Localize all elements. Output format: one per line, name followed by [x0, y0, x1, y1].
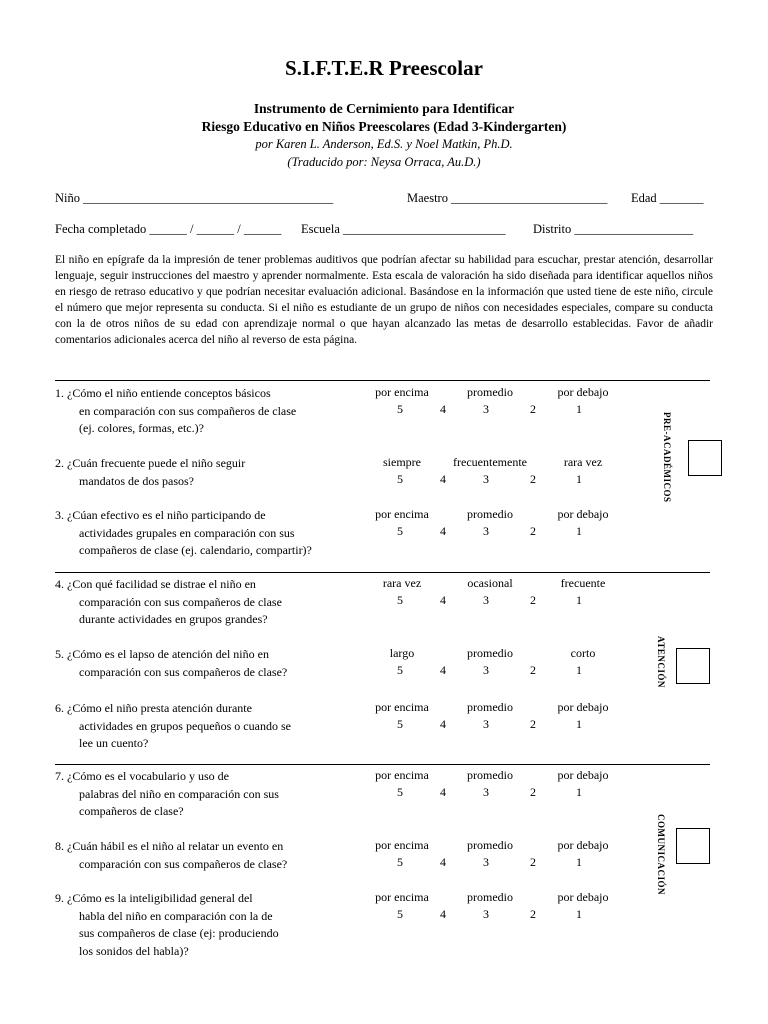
question-text: [55, 700, 365, 753]
rating-option[interactable]: 1: [576, 402, 582, 416]
question-line: 6. ¿Cómo el niño presta atención durante: [55, 701, 252, 715]
rating-label: por encima: [375, 768, 429, 782]
question-line: sus compañeros de clase (ej: produciendo: [79, 926, 279, 940]
rating-label: promedio: [467, 385, 513, 399]
rating-option[interactable]: 1: [576, 907, 582, 921]
rating-option[interactable]: 4: [440, 472, 446, 486]
rating-option[interactable]: 4: [440, 907, 446, 921]
score-box[interactable]: [676, 828, 710, 864]
score-box[interactable]: [676, 648, 710, 684]
rating-option[interactable]: 2: [530, 717, 536, 731]
rating-option[interactable]: 5: [397, 524, 403, 538]
rating-label: promedio: [467, 838, 513, 852]
rating-option[interactable]: 1: [576, 593, 582, 607]
question-text: [55, 455, 365, 490]
rating-option[interactable]: 4: [440, 402, 446, 416]
question-line: los sonidos del habla)?: [79, 943, 189, 958]
question-line: habla del niño en comparación con la de: [79, 908, 273, 923]
rating-label: largo: [389, 646, 415, 660]
rating-option[interactable]: 2: [530, 593, 536, 607]
rating-label: por encima: [375, 507, 429, 521]
rating-label: ocasional: [467, 576, 513, 590]
edad-field[interactable]: Edad _______: [631, 191, 704, 205]
question-line: (ej. colores, formas, etc.)?: [79, 421, 204, 435]
question-text: [55, 646, 365, 681]
section-label: PRE-ACADÉMICOS: [662, 412, 672, 503]
question-line: lee un cuento?: [79, 736, 149, 750]
question-text: [55, 890, 365, 960]
question-text: [55, 385, 365, 438]
rating-option[interactable]: 5: [397, 717, 403, 731]
section-divider: [55, 572, 710, 573]
rating-label: frecuente: [560, 576, 606, 590]
distrito-field[interactable]: Distrito ___________________: [533, 222, 694, 236]
rating-label: promedio: [467, 700, 513, 714]
question-line: 7. ¿Cómo es el vocabulario y uso de: [55, 769, 229, 783]
authors: por Karen L. Anderson, Ed.S. y Noel Matkin, Ph.D.: [255, 137, 513, 151]
score-box[interactable]: [688, 440, 722, 476]
rating-option[interactable]: 5: [397, 785, 403, 799]
section-divider: [55, 380, 710, 381]
rating-option[interactable]: 1: [576, 663, 582, 677]
rating-option[interactable]: 2: [530, 402, 536, 416]
question-line: palabras del niño en comparación con sus: [79, 786, 279, 801]
rating-option[interactable]: 3: [483, 663, 489, 677]
rating-label: por debajo: [557, 838, 609, 852]
rating-label: promedio: [467, 507, 513, 521]
intro-paragraph: El niño en epígrafe da la impresión de tener problemas auditivos que podrían afectar su habilidad para escuchar, prestar atención, desarrollar lenguaje, seguir instrucciones del maestro y aprender normalmente. Esta escala de valoración ha sido diseñada para identificar aquellos niños en riesgo de retraso educativo y que podrían necesitar evaluación adicional. Basándose en la información que usted tiene de este niño, circule el número que mejor representa su conducta. Si el niño es estudiante de un grupo de niños con necesidades especiales, compare su conducta con la de otros niños de su edad con aprendizaje normal o que hayan alcanzado las metas de desarrollo establecidas. Favor de añadir comentarios adicionales acerca del niño al reverso de esta página.: [55, 254, 713, 346]
rating-label: por debajo: [557, 700, 609, 714]
question-line: actividades grupales en comparación con sus: [79, 525, 295, 540]
question-text: [55, 838, 365, 873]
question-line: durante actividades en grupos grandes?: [79, 612, 268, 626]
section-divider: [55, 764, 710, 765]
rating-option[interactable]: 5: [397, 593, 403, 607]
rating-option[interactable]: 1: [576, 717, 582, 731]
rating-option[interactable]: 5: [397, 472, 403, 486]
rating-option[interactable]: 3: [483, 472, 489, 486]
rating-label: por encima: [375, 838, 429, 852]
rating-label: por encima: [375, 385, 429, 399]
rating-option[interactable]: 1: [576, 472, 582, 486]
rating-option[interactable]: 4: [440, 785, 446, 799]
question-line: comparación con sus compañeros de clase?: [79, 856, 288, 871]
rating-label: por debajo: [557, 385, 609, 399]
question-line: 2. ¿Cuán frecuente puede el niño seguir: [55, 456, 246, 470]
rating-option[interactable]: 2: [530, 524, 536, 538]
rating-label: frecuentemente: [453, 455, 527, 469]
rating-option[interactable]: 4: [440, 663, 446, 677]
subtitle-line-2: Riesgo Educativo en Niños Preescolares (Edad 3-Kindergarten): [201, 119, 567, 134]
rating-option[interactable]: 3: [483, 855, 489, 869]
question-line: 1. ¿Cómo el niño entiende conceptos básicos: [55, 386, 271, 400]
question-line: 4. ¿Con qué facilidad se distrae el niño en: [55, 577, 256, 591]
rating-label: rara vez: [382, 576, 422, 590]
rating-option[interactable]: 3: [483, 593, 489, 607]
rating-label: siempre: [383, 455, 421, 469]
question-text: [55, 576, 365, 629]
subtitle-line-1: Instrumento de Cernimiento para Identificar: [253, 101, 515, 116]
question-line: mandatos de dos pasos?: [79, 473, 194, 488]
rating-option[interactable]: 5: [397, 663, 403, 677]
page-title: S.I.F.T.E.R Preescolar: [285, 56, 483, 80]
rating-option[interactable]: 5: [397, 907, 403, 921]
nino-field[interactable]: Niño ________________________________________: [55, 191, 334, 205]
question-line: actividades en grupos pequeños o cuando se: [79, 718, 291, 733]
fecha-field[interactable]: Fecha completado ______ / ______ / ______: [55, 222, 282, 236]
rating-option[interactable]: 4: [440, 855, 446, 869]
question-line: comparación con sus compañeros de clase?: [79, 664, 288, 679]
rating-option[interactable]: 2: [530, 663, 536, 677]
section-label: ATENCIÓN: [656, 636, 666, 688]
rating-option[interactable]: 4: [440, 524, 446, 538]
rating-label: promedio: [467, 646, 513, 660]
rating-option[interactable]: 2: [530, 907, 536, 921]
rating-option[interactable]: 3: [483, 524, 489, 538]
rating-label: promedio: [467, 890, 513, 904]
rating-option[interactable]: 5: [397, 402, 403, 416]
rating-option[interactable]: 3: [483, 785, 489, 799]
rating-option[interactable]: 5: [397, 855, 403, 869]
question-line: en comparación con sus compañeros de clase: [79, 403, 297, 418]
rating-label: por encima: [375, 700, 429, 714]
rating-option[interactable]: 1: [576, 524, 582, 538]
question-line: compañeros de clase?: [79, 804, 184, 818]
rating-option[interactable]: 2: [530, 785, 536, 799]
rating-option[interactable]: 1: [576, 785, 582, 799]
rating-label: por debajo: [557, 890, 609, 904]
question-line: compañeros de clase (ej. calendario, compartir)?: [79, 543, 312, 557]
rating-label: por debajo: [557, 507, 609, 521]
rating-option[interactable]: 4: [440, 593, 446, 607]
question-text: [55, 507, 365, 560]
question-line: comparación con sus compañeros de clase: [79, 594, 282, 609]
rating-label: corto: [570, 646, 596, 660]
rating-label: rara vez: [563, 455, 603, 469]
rating-option[interactable]: 1: [576, 855, 582, 869]
rating-option[interactable]: 3: [483, 717, 489, 731]
rating-option[interactable]: 3: [483, 907, 489, 921]
rating-label: por debajo: [557, 768, 609, 782]
escuela-field[interactable]: Escuela __________________________: [301, 222, 506, 236]
rating-option[interactable]: 4: [440, 717, 446, 731]
translator: (Traducido por: Neysa Orraca, Au.D.): [287, 155, 481, 169]
question-line: 9. ¿Cómo es la inteligibilidad general del: [55, 891, 253, 905]
rating-option[interactable]: 2: [530, 472, 536, 486]
maestro-field[interactable]: Maestro _________________________: [407, 191, 608, 205]
rating-option[interactable]: 2: [530, 855, 536, 869]
rating-label: por encima: [375, 890, 429, 904]
question-line: 5. ¿Cómo es el lapso de atención del niño en: [55, 647, 269, 661]
rating-option[interactable]: 3: [483, 402, 489, 416]
question-text: [55, 768, 365, 821]
question-line: 3. ¿Cúan efectivo es el niño participando de: [55, 508, 266, 522]
question-line: 8. ¿Cuán hábil es el niño al relatar un evento en: [55, 839, 284, 853]
rating-label: promedio: [467, 768, 513, 782]
section-label: COMUNICACIÓN: [656, 814, 666, 895]
